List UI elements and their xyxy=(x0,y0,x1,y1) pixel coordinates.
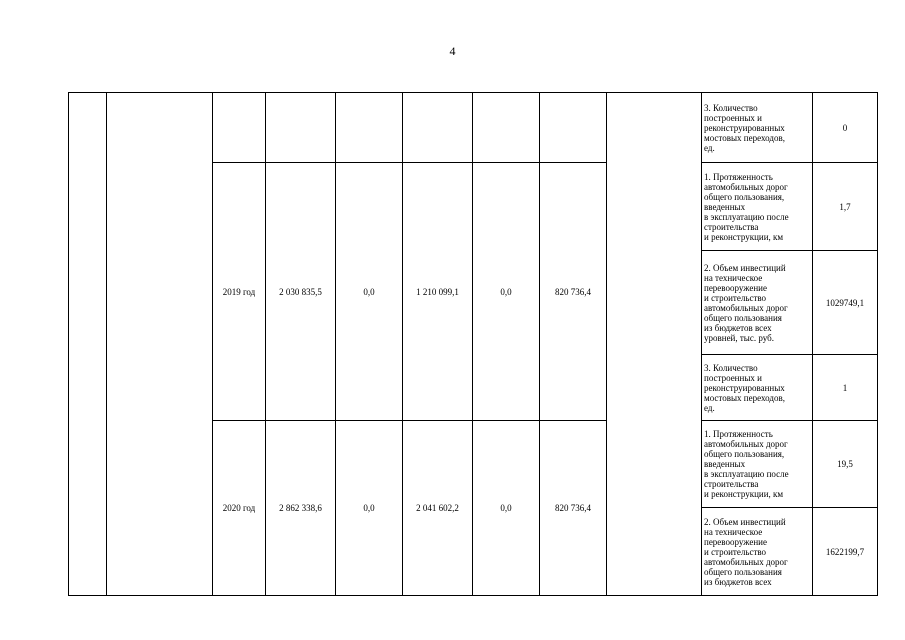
local-cell xyxy=(473,93,540,163)
indicator-name: 3. Количество построенных и реконструированных мостовых переходов, ед. xyxy=(702,355,813,421)
federal-cell: 0,0 xyxy=(336,421,403,596)
indicator-value: 1622199,7 xyxy=(813,508,878,596)
indicator-name: 2. Объем инвестиций на техническое перевооружение и строительство автомобильных дорог общего пользования из бюджетов всех xyxy=(702,508,813,596)
event-name-cell xyxy=(107,93,213,596)
total-cell xyxy=(266,93,336,163)
other-cell: 820 736,4 xyxy=(540,163,607,421)
indicator-value: 1029749,1 xyxy=(813,251,878,355)
indicator-name: 1. Протяженность автомобильных дорог общего пользования, введенных в эксплуатацию после строительства и реконструкции, км xyxy=(702,163,813,251)
indicator-name: 1. Протяженность автомобильных дорог общего пользования, введенных в эксплуатацию после строительства и реконструкции, км xyxy=(702,421,813,508)
indicator-value: 1 xyxy=(813,355,878,421)
regional-cell xyxy=(403,93,473,163)
total-cell: 2 030 835,5 xyxy=(266,163,336,421)
local-cell: 0,0 xyxy=(473,163,540,421)
federal-cell: 0,0 xyxy=(336,163,403,421)
indicator-name: 3. Количество построенных и реконструированных мостовых переходов, ед. xyxy=(702,93,813,163)
table-row xyxy=(69,93,878,163)
year-cell: 2019 год xyxy=(213,163,266,421)
other-cell xyxy=(540,93,607,163)
year-cell xyxy=(213,93,266,163)
program-table xyxy=(68,92,878,596)
executor-cell xyxy=(607,93,702,596)
indicator-value: 19,5 xyxy=(813,421,878,508)
regional-cell: 1 210 099,1 xyxy=(403,163,473,421)
federal-cell xyxy=(336,93,403,163)
local-cell: 0,0 xyxy=(473,421,540,596)
total-cell: 2 862 338,6 xyxy=(266,421,336,596)
regional-cell: 2 041 602,2 xyxy=(403,421,473,596)
year-cell: 2020 год xyxy=(213,421,266,596)
page-number: 4 xyxy=(449,44,456,58)
other-cell: 820 736,4 xyxy=(540,421,607,596)
indicator-value: 0 xyxy=(813,93,878,163)
number-cell xyxy=(69,93,107,596)
indicator-value: 1,7 xyxy=(813,163,878,251)
indicator-name: 2. Объем инвестиций на техническое перевооружение и строительство автомобильных дорог общего пользования из бюджетов всех уровней, тыс. руб. xyxy=(702,251,813,355)
